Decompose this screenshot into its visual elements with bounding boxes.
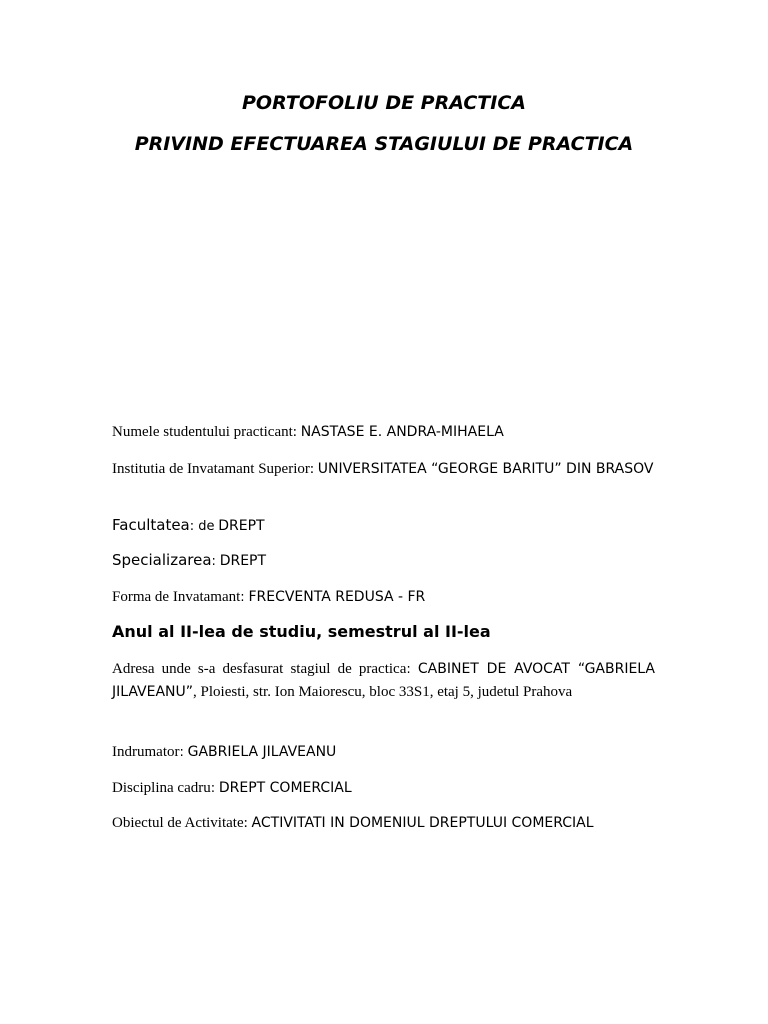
student-name-value: NASTASE E. ANDRA-MIHAELA xyxy=(300,424,504,440)
mentor-label: Indrumator xyxy=(112,744,180,760)
faculty-label: Facultatea xyxy=(112,516,190,534)
discipline-separator: : xyxy=(210,781,216,796)
discipline-line xyxy=(112,777,655,800)
mentor-value: GABRIELA JILAVEANU xyxy=(187,744,337,760)
address-label: Adresa unde s-a desfasurat stagiul de practica xyxy=(112,661,407,677)
activity-object-label: Obiectul de Activitate: xyxy=(112,815,248,831)
study-form-line xyxy=(112,586,655,609)
document-subtitle: PRIVIND EFECTUAREA STAGIULUI DE PRACTICA xyxy=(134,133,634,155)
document-title: PORTOFOLIU DE PRACTICA xyxy=(242,92,526,114)
specialization-value: DREPT xyxy=(219,553,267,569)
address-value-company: CABINET DE AVOCAT “GABRIELA JILAVEANU” xyxy=(112,661,656,700)
address-separator: : xyxy=(406,662,411,677)
student-name-line xyxy=(112,421,655,443)
specialization-label: Specializarea xyxy=(112,551,212,569)
mentor-line xyxy=(112,741,655,764)
specialization-separator: : xyxy=(211,554,216,569)
study-form-separator: : xyxy=(240,590,245,605)
faculty-value: DREPT xyxy=(218,518,265,534)
institution-line xyxy=(112,458,655,480)
activity-object-value: ACTIVITATI IN DOMENIUL DREPTULUI COMERCIAL xyxy=(251,815,594,831)
study-form-label: Forma de Invatamant xyxy=(112,589,241,605)
institution-value: UNIVERSITATEA “GEORGE BARITU” DIN BRASOV xyxy=(317,461,654,477)
institution-label: Institutia de Invatamant Superior: xyxy=(112,461,315,477)
address-value-location: , Ploiesti, str. Ion Maiorescu, bloc 33S1, etaj 5, judetul Prahova xyxy=(193,684,573,700)
mentor-separator: : xyxy=(179,745,184,760)
discipline-label: Disciplina cadru xyxy=(112,780,211,796)
specialization-line xyxy=(112,549,655,573)
study-form-value: FRECVENTA REDUSA - FR xyxy=(248,589,426,605)
faculty-separator: : de xyxy=(189,519,215,534)
discipline-value: DREPT COMERCIAL xyxy=(218,780,352,796)
activity-object-line xyxy=(112,812,655,834)
student-name-label: Numele studentului practicant: xyxy=(112,424,297,440)
study-year-heading: Anul al II-lea de studiu, semestrul al II-lea xyxy=(112,622,491,641)
address-line xyxy=(112,658,655,703)
faculty-line xyxy=(112,514,655,538)
